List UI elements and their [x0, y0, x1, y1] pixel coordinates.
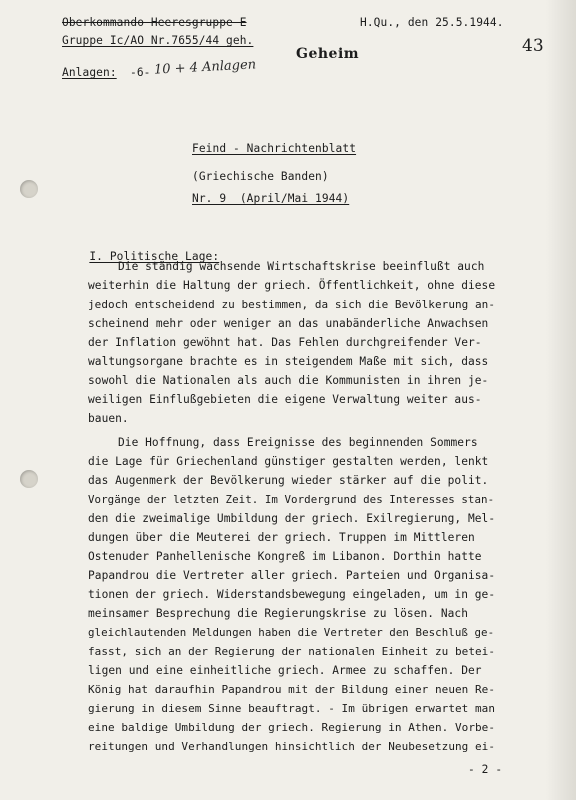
attachments-value: -6-: [130, 66, 151, 79]
body-line: waltungsorgane brachte es in steigendem Maße mit sich, dass: [88, 355, 489, 368]
body-line: weiterhin die Haltung der griech. Öffentlichkeit, ohne diese: [88, 279, 496, 292]
sender-line-2: Gruppe Ic/AO Nr.7655/44 geh.: [62, 34, 254, 47]
title-line-2: (Griechische Banden): [192, 170, 329, 183]
body-line: gierung in diesem Sinne beauftragt. - Im übrigen erwartet man: [88, 702, 496, 715]
body-line: den die zweimalige Umbildung der griech. Exilregierung, Mel-: [88, 512, 496, 525]
attachments-handwritten: 10 + 4 Anlagen: [153, 57, 257, 78]
body-line: Vorgänge der letzten Zeit. Im Vordergrund des Interesses stan-: [88, 493, 495, 506]
body-line: fasst, sich an der Regierung der nationalen Einheit zu betei-: [88, 645, 496, 658]
body-line: Ostenuder Panhellenische Kongreß im Libanon. Dorthin hatte: [88, 550, 482, 563]
body-line: gleichlautenden Meldungen haben die Vertreter den Beschluß ge-: [88, 626, 495, 639]
body-line: scheinend mehr oder weniger an das unabänderliche Anwachsen: [88, 317, 489, 330]
body-line: ligen und eine einheitliche griech. Armee zu schaffen. Der: [88, 664, 482, 677]
body-line: Die ständig wachsende Wirtschaftskrise beeinflußt auch: [118, 260, 485, 273]
body-line: eine baldige Umbildung der griech. Regierung in Athen. Vorbe-: [88, 721, 496, 734]
body-line: Papandrou die Vertreter aller griech. Parteien und Organisa-: [88, 569, 496, 582]
body-line: tionen der griech. Widerstandsbewegung eingeladen, um in ge-: [88, 588, 496, 601]
punch-hole-bottom: [20, 470, 38, 488]
body-line: das Augenmerk der Bevölkerung wieder stärker auf die polit.: [88, 474, 489, 487]
attachments-label: Anlagen:: [62, 66, 117, 79]
body-line: dungen über die Meuterei der griech. Truppen im Mittleren: [88, 531, 475, 544]
body-line: weiligen Einflußgebieten die eigene Verwaltung weiter aus-: [88, 393, 482, 406]
body-line: meinsamer Besprechung die Regierungskrise zu lösen. Nach: [88, 607, 468, 620]
body-line: Die Hoffnung, dass Ereignisse des beginnenden Sommers: [118, 436, 478, 449]
sender-line-1: Oberkommando Heeresgruppe E: [62, 16, 247, 29]
body-line: König hat daraufhin Papandrou mit der Bildung einer neuen Re-: [88, 683, 496, 696]
body-line: jedoch entscheidend zu bestimmen, da sich die Bevölkerung an-: [88, 298, 496, 311]
place-date: H.Qu., den 25.5.1944.: [360, 16, 504, 29]
section-heading-text: I. Politische Lage:: [89, 250, 220, 263]
title-line-3: Nr. 9 (April/Mai 1944): [192, 192, 350, 205]
page-edge-shadow: [546, 0, 576, 800]
punch-hole-top: [20, 180, 38, 198]
body-line: die Lage für Griechenland günstiger gestalten werden, lenkt: [88, 455, 489, 468]
classification-stamp: Geheim: [296, 46, 360, 62]
body-line: sowohl die Nationalen als auch die Kommunisten in ihren je-: [88, 374, 489, 387]
body-line: bauen.: [88, 412, 129, 425]
body-line: der Inflation gewöhnt hat. Das Fehlen durchgreifender Ver-: [88, 336, 482, 349]
body-line: reitungen und Verhandlungen hinsichtlich der Neubesetzung ei-: [88, 740, 496, 753]
title-line-1: Feind - Nachrichtenblatt: [192, 142, 357, 155]
next-page-marker: - 2 -: [468, 763, 503, 776]
page-marker: 43: [522, 36, 544, 56]
